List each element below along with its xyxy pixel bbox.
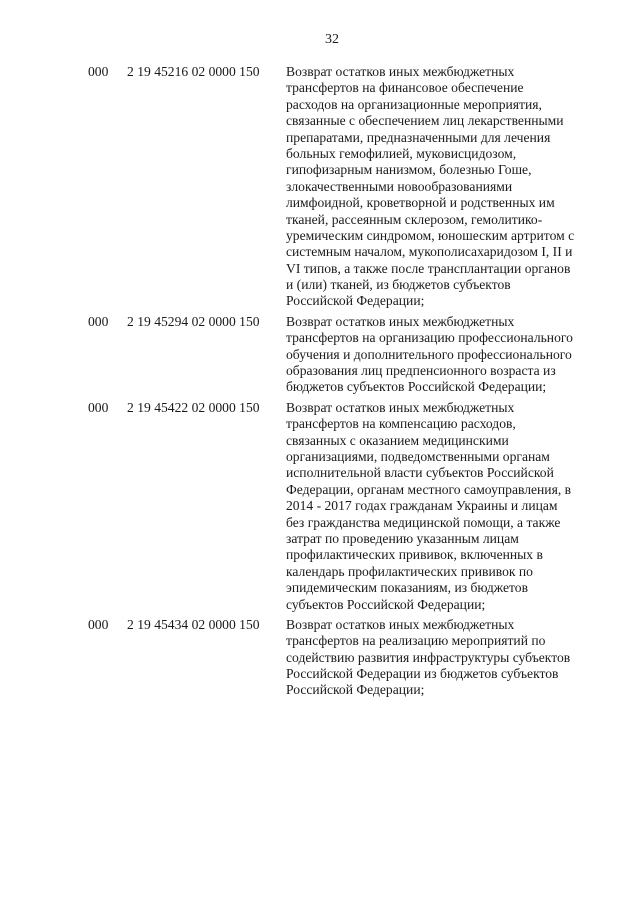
description-line: гипофизарным нанизмом, болезнью Гоше, xyxy=(286,162,532,178)
description-line: Возврат остатков иных межбюджетных xyxy=(286,64,515,79)
description-line: тканей, рассеянным склерозом, гемолитико- xyxy=(286,211,543,227)
description-line: обучения и дополнительного профессионального xyxy=(286,346,572,362)
description-line: Российской Федерации из бюджетов субъектов xyxy=(286,666,559,682)
description-line: образования лиц предпенсионного возраста из xyxy=(286,363,556,379)
description-line: Возврат остатков иных межбюджетных xyxy=(286,313,515,329)
description-line: эпидемическим показаниям, из бюджетов xyxy=(286,580,529,596)
description-line: календарь профилактических прививок по xyxy=(286,563,533,579)
description-line: бюджетов субъектов Российской Федерации; xyxy=(286,379,547,395)
description-line: трансфертов на финансовое обеспечение xyxy=(286,80,524,96)
entry-description xyxy=(286,617,626,699)
admin-code: 000 xyxy=(88,313,109,329)
page-number: 32 xyxy=(325,32,339,47)
entry-description xyxy=(286,64,626,310)
description-line: субъектов Российской Федерации; xyxy=(286,596,486,612)
description-line: содействию развития инфраструктуры субъектов xyxy=(286,649,571,665)
budget-classification-code: 2 19 45216 02 0000 150 xyxy=(127,64,260,79)
description-line: трансфертов на компенсацию расходов, xyxy=(286,416,516,432)
description-line: больных гемофилией, муковисцидозом, xyxy=(286,145,517,161)
budget-classification-code: 2 19 45294 02 0000 150 xyxy=(127,313,260,329)
budget-classification-code: 2 19 45434 02 0000 150 xyxy=(127,616,260,632)
description-line: организациями, подведомственными органам xyxy=(286,448,550,464)
admin-code: 000 xyxy=(88,399,109,415)
description-line: без гражданства медицинской помощи, а также xyxy=(286,514,561,530)
description-line: Российской Федерации; xyxy=(286,293,425,309)
admin-code: 000 xyxy=(88,64,109,79)
description-line: трансфертов на организацию профессионального xyxy=(286,330,573,346)
description-line: Возврат остатков иных межбюджетных xyxy=(286,399,515,415)
description-line: трансфертов на реализацию мероприятий по xyxy=(286,633,546,649)
description-line: Возврат остатков иных межбюджетных xyxy=(286,616,515,632)
description-line: злокачественными новообразованиями xyxy=(286,178,513,194)
description-line: системным началом, мукополисахаридозом I, II и xyxy=(286,244,573,260)
budget-code-list xyxy=(0,64,640,703)
description-line: связанных с оказанием медицинскими xyxy=(286,432,509,448)
budget-entry xyxy=(0,400,640,613)
description-line: расходов на организационные мероприятия, xyxy=(286,96,542,112)
entry-description xyxy=(286,314,626,396)
budget-classification-code: 2 19 45422 02 0000 150 xyxy=(127,399,260,415)
description-line: лимфоидной, кроветворной и родственных им xyxy=(286,195,555,211)
budget-entry xyxy=(0,64,640,310)
admin-code: 000 xyxy=(88,616,109,632)
description-line: связанные с обеспечением лиц лекарственными xyxy=(286,113,564,129)
description-line: Российской Федерации; xyxy=(286,682,425,698)
description-line: и (или) тканей, из бюджетов субъектов xyxy=(286,277,511,293)
description-line: исполнительной власти субъектов Российской xyxy=(286,465,554,481)
description-line: Федерации, органам местного самоуправления, в xyxy=(286,481,572,497)
budget-entry xyxy=(0,314,640,396)
description-line: уремическим синдромом, юношеским артритом с xyxy=(286,227,575,243)
description-line: препаратами, предназначенными для лечения xyxy=(286,129,551,145)
entry-description xyxy=(286,400,626,613)
budget-entry xyxy=(0,617,640,699)
description-line: VI типов, а также после трансплантации органов xyxy=(286,260,571,276)
description-line: затрат по проведению указанным лицам xyxy=(286,530,519,546)
description-line: профилактических прививок, включенных в xyxy=(286,547,543,563)
description-line: 2014 - 2017 годах гражданам Украины и лицам xyxy=(286,498,558,514)
